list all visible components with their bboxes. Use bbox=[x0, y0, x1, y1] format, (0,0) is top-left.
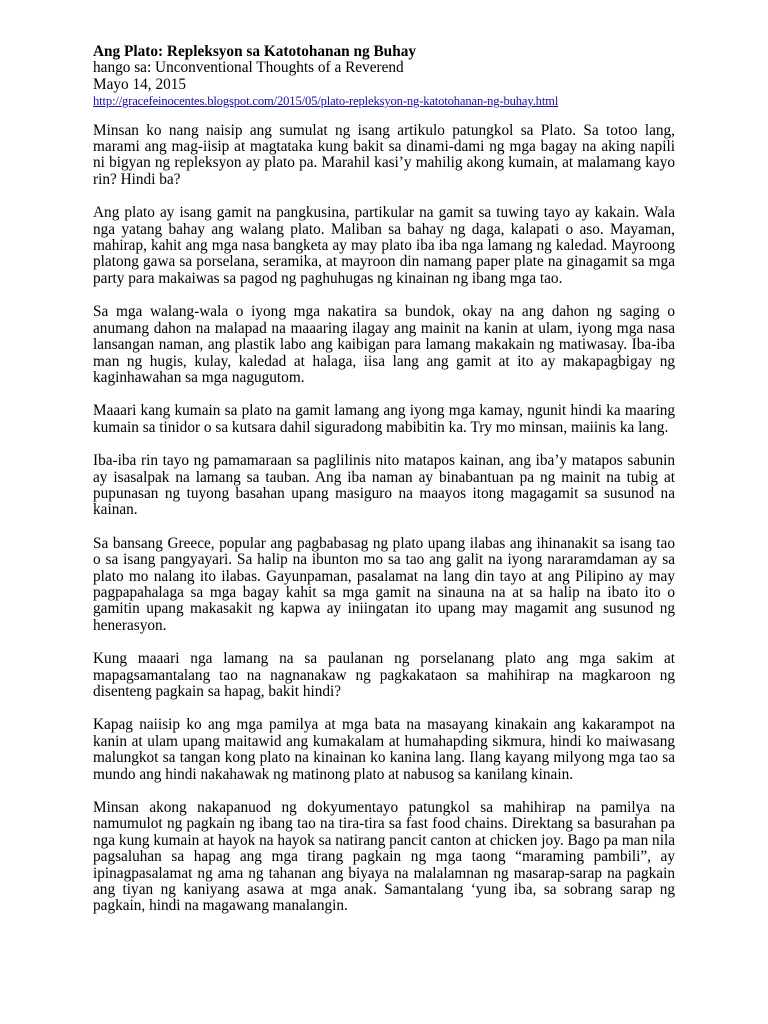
paragraph-8: Kapag naiisip ko ang mga pamilya at mga bata na masayang kinakain ang kakarampot na kanin at ulam upang maitawid ang kumakalam at humahapding sikmura, hindi ko maiwasang malungkot sa tangan kong plato na kinainan ko kanina lang. Ilang kayang milyong mga tao sa mundo ang hindi nakahawak ng matinong plato at nabusog sa kanilang kinain. bbox=[93, 716, 675, 783]
date-line: Mayo 14, 2015 bbox=[93, 75, 187, 93]
paragraph-7: Kung maaari nga lamang na sa paulanan ng porselanang plato ang mga sakim at mapagsamantalang tao na nagnanakaw ng pagkakataon sa mahihirap na magkaroon ng disenteng pagkain sa hapag, bakit hindi? bbox=[93, 650, 675, 700]
article-title: Ang Plato: Repleksyon sa Katotohanan ng Buhay bbox=[93, 43, 416, 60]
paragraph-5: Iba-iba rin tayo ng pamamaraan sa paglilinis nito matapos kainan, ang iba’y matapos sabunin ay isasalpak na lamang sa tauban. Ang iba naman ay binabantuan pa ng mainit na tubig at pupunasan ng tuyong basahan upang masiguro na maayos itong magagamit sa susunod na kainan. bbox=[93, 452, 675, 519]
paragraph-4: Maaari kang kumain sa plato na gamit lamang ang iyong mga kamay, ngunit hindi ka maaring kumain sa tinidor o sa kutsara dahil siguradong mabibitin ka. Try mo minsan, maiinis ka lang. bbox=[93, 402, 675, 436]
source-line: hango sa: Unconventional Thoughts of a Reverend bbox=[93, 59, 404, 77]
paragraph-6: Sa bansang Greece, popular ang pagbabasag ng plato upang ilabas ang ihinanakit sa isang tao o sa isang pangyayari. Sa halip na ibunton mo sa tao ang galit na iyong nararamdaman ay sa plato mo nalang ito ilabas. Gayunpaman, pasalamat na lang din tayo at ang Pilipino ay may pagpapahalaga sa mga bagay kahit sa mga gamit na sinauna na at sa halip na ibato ito o gamitin upang makasakit ng kapwa ay iniingatan ito upang may magamit ang susunod ng henerasyon. bbox=[93, 534, 675, 634]
document-page bbox=[93, 44, 675, 932]
article-body bbox=[93, 123, 675, 915]
document-header bbox=[93, 44, 675, 110]
paragraph-9: Minsan akong nakapanuod ng dokyumentayo patungkol sa mahihirap na pamilya na namumulot ng pagkain ng ibang tao na tira-tira sa fast food chains. Direktang sa basurahan pa nga kung kumain at hayok na hayok sa natirang pancit canton at chicken joy. Bago pa man nila pagsaluhan sa hapag ang mga tirang pagkain ng mga taong “maraming pambili”, ay ipinagpasalamat ng ama ng tahanan ang biyaya na malalamnan ng masarap-sarap na pagkain ang tiyan ng kaniyang asawa at mga anak. Samantalang ‘yung iba, sa sobrang sarap ng pagkain, hindi na magawang manalangin. bbox=[93, 799, 675, 915]
paragraph-1: Minsan ko nang naisip ang sumulat ng isang artikulo patungkol sa Plato. Sa totoo lang, marami ang mag-iisip at magtataka kung bakit sa dinami-dami ng mga bagay na aking napili ni bigyan ng repleksyon ay plato pa. Marahil kasi’y mahilig akong kumain, at malamang kayo rin? Hindi ba? bbox=[93, 121, 675, 188]
source-url-link[interactable]: http://gracefeinocentes.blogspot.com/2015/05/plato-repleksyon-ng-katotohanan-ng-buhay.html bbox=[93, 94, 559, 109]
paragraph-3: Sa mga walang-wala o iyong mga nakatira sa bundok, okay na ang dahon ng saging o anumang dahon na malapad na maaaring ilagay ang mainit na kanin at ulam, iyong mga nasa lansangan naman, ang plastik labo ang kaibigan para lamang makakain ng matiwasay. Iba-iba man ng hugis, kulay, kaledad at halaga, iisa lang ang gamit at ito ay makapagbigay ng kaginhawahan sa mga nagugutom. bbox=[93, 303, 675, 386]
paragraph-2: Ang plato ay isang gamit na pangkusina, partikular na gamit sa tuwing tayo ay kakain. Wala nga yatang bahay ang walang plato. Maliban sa bahay ng daga, kalapati o aso. Mayaman, mahirap, kahit ang mga nasa bangketa ay may plato iba iba nga lamang ng kaledad. Mayroong platong gawa sa porselana, seramika, at mayroon din namang paper plate na ginagamit sa mga party para makaiwas sa pagod ng paghuhugas ng kinainan ng ibang mga tao. bbox=[93, 204, 675, 287]
